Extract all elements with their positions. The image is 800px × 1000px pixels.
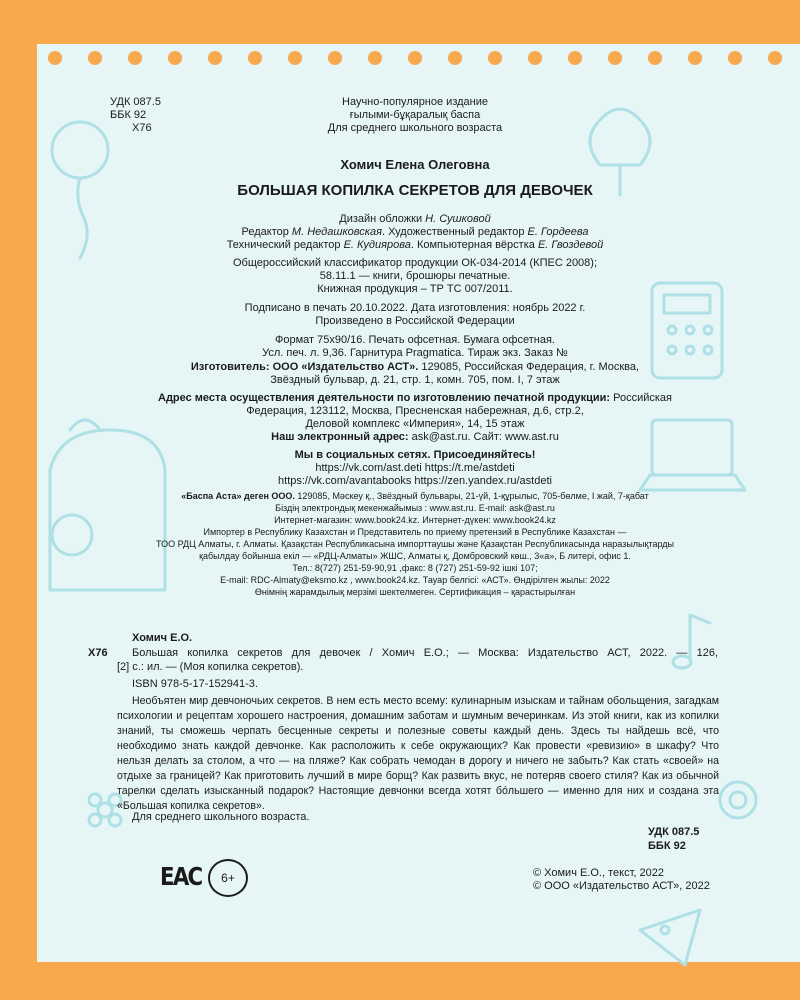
kz-line-9: Өнімнің жарамдылық мерзімі шектелмеген. Сертификация – қарастырылған [254, 587, 576, 597]
udk-code: УДК 087.5 [110, 96, 161, 108]
kz-line-2: Біздің электрондық мекенжайымыз : www.ast.ru. E-mail: ask@ast.ru [275, 503, 555, 513]
bbk-code: ББК 92 [110, 109, 147, 121]
signed-date: Подписано в печать 20.10.2022. Дата изготовления: ноябрь 2022 г. [244, 302, 586, 314]
annotation-audience: Для среднего школьного возраста. [132, 811, 310, 823]
footer-udk: УДК 087.5 [648, 826, 700, 838]
social-heading: Мы в социальных сетях. Присоединяйтесь! [294, 449, 536, 461]
isbn: ISBN 978-5-17-152941-3. [132, 678, 258, 690]
editor-credit: Редактор М. Недашковская. Художественный редактор Е. Гордеева [241, 226, 589, 238]
okp-line-1: Общероссийский классификатор продукции ОК-034-2014 (КПЕС 2008); [232, 257, 598, 269]
email-line: Наш электронный адрес: ask@ast.ru. Сайт: www.ast.ru [271, 431, 559, 443]
address-line-2: Федерация, 123112, Москва, Пресненская набережная, д.6, стр.2, [246, 405, 584, 417]
age-rating-badge: 6+ [208, 859, 248, 897]
eac-mark-icon: ЕАС [160, 862, 202, 891]
genre-kz: ғылыми-бұқаралық баспа [349, 109, 481, 121]
audience-header: Для среднего школьного возраста [327, 122, 503, 134]
biblio-line-2: [2] с.: ил. — (Моя копилка секретов). [117, 661, 304, 673]
kz-line-1: «Баспа Аста» деген ООО. 129085, Мәскеу қ., Звёздный бульвары, 21-үй, 1-құрылыс, 705-бөлме, I жай, 7-қабат [181, 491, 649, 501]
biblio-code: Х76 [88, 647, 108, 659]
copyright-publisher: © ООО «Издательство АСТ», 2022 [533, 880, 710, 892]
author-name: Хомич Елена Олеговна [340, 157, 490, 172]
cover-credit: Дизайн обложки Н. Сушковой [339, 213, 491, 225]
biblio-line-1: Большая копилка секретов для девочек / Хомич Е.О.; — Москва: Издательство АСТ, 2022. — 126, [132, 647, 718, 659]
biblio-author: Хомич Е.О. [132, 632, 193, 644]
kz-line-6: қабылдау бойынша екіл — «РДЦ-Алматы» ЖШС, Алматы қ, Домбровский көш., 3«а», Б литері, офис 1. [199, 551, 631, 561]
manufacturer-line-1: Изготовитель: ООО «Издательство АСТ». 129085, Российская Федерация, г. Москва, [190, 361, 640, 373]
book-title: БОЛЬШАЯ КОПИЛКА СЕКРЕТОВ ДЛЯ ДЕВОЧЕК [237, 182, 593, 199]
social-links-2: https://vk.com/avantabooks https://zen.yandex.ru/astdeti [278, 475, 552, 487]
social-links-1: https://vk.com/ast.deti https://t.me/astdeti [315, 462, 515, 474]
format-line: Формат 75х90/16. Печать офсетная. Бумага офсетная. [275, 334, 555, 346]
genre-ru: Научно-популярное издание [342, 96, 488, 108]
manufacturer-line-2: Звёздный бульвар, д. 21, стр. 1, комн. 705, пом. I, 7 этаж [270, 374, 560, 386]
annotation-text: Необъятен мир девчоночьих секретов. В нем есть место всему: кулинарным изыскам и тайнам обольщения, загадкам психологии и рецептам хорошего настроения, домашним заботам и шумным вечеринкам. Из этой книги, как из копилки знаний, ты сможешь черпать бесценные секреты и полезные советы каждый день. Здесь ты найдешь всё, что необходимо знать каждой девчонке. Как расположить к себе окружающих? Как провести «ревизию» в шкафу? Что нельзя делать за столом, а что — на пляже? Как собрать чемодан в дорогу и ничего не забыть? Как стать «своей» на отдыхе за границей? Как приготовить лучший в мире борщ? Как развить вкус, не потеряв своего стиля? Как из обычной тарелки сделать изысканный подарок? Настоящие девчонки всегда хотят бо́льшего — именно для них и создана эта «Большая копилка секретов». [117, 695, 719, 812]
address-line-3: Деловой комплекс «Империя», 14, 15 этаж [305, 418, 525, 430]
print-sheets-line: Усл. печ. л. 9,36. Гарнитура Pragmatica. Тираж экз. Заказ № [262, 347, 568, 359]
tech-credit: Технический редактор Е. Кудиярова. Компьютерная вёрстка Е. Гвоздевой [226, 239, 604, 251]
author-code: Х76 [132, 122, 152, 134]
kz-line-3: Интернет-магазин: www.book24.kz. Интернет-дүкен: www.book24.kz [274, 515, 556, 525]
product-type: Книжная продукция – ТР ТС 007/2011. [317, 283, 513, 295]
kz-line-8: E-mail: RDC-Almaty@eksmo.kz , www.book24.kz. Тауар белгісі: «АСТ». Өндірілген жылы: 2022 [220, 575, 610, 585]
okp-line-2: 58.11.1 — книги, брошюры печатные. [319, 270, 511, 282]
made-in: Произведено в Российской Федерации [315, 315, 515, 327]
kz-line-4: Импортер в Республику Казахстан и Представитель по приему претензий в Республике Казахстан — [203, 527, 627, 537]
address-line-1: Адрес места осуществления деятельности по изготовлению печатной продукции: Российская [158, 392, 672, 404]
copyright-author: © Хомич Е.О., текст, 2022 [533, 867, 664, 879]
footer-bbk: ББК 92 [648, 840, 686, 852]
kz-line-7: Тел.: 8(727) 251-59-90,91 ,факс: 8 (727) 251-59-92 ішкі 107; [292, 563, 538, 573]
notebook-holes [37, 40, 800, 80]
kz-line-5: ТОО РДЦ Алматы, г. Алматы. Қазақстан Республикасына импорттаушы және Қазақстан Республикасында наразылықтарды [155, 539, 675, 549]
